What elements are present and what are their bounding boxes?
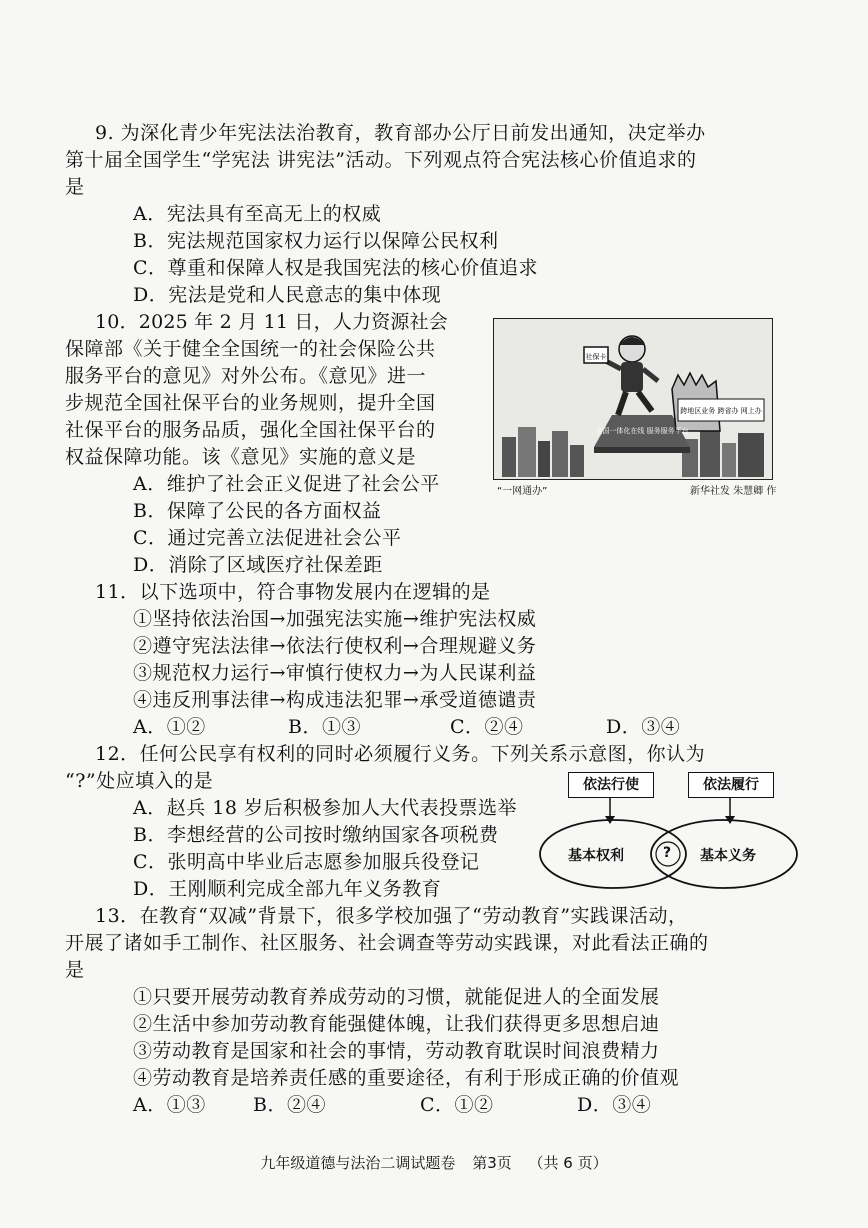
question-stem: 社保平台的服务品质，强化全国社保平台的 [65, 419, 436, 441]
cartoon-drawing [494, 319, 772, 479]
statement-2: ②生活中参加劳动教育能强健体魄，让我们获得更多思想启迪 [133, 1013, 660, 1035]
cartoon-illustration [493, 318, 773, 480]
question-stem: 11．以下选项中，符合事物发展内在逻辑的是 [95, 581, 491, 603]
question-stem: 权益保障功能。该《意见》实施的意义是 [65, 446, 417, 468]
question-stem: 是 [65, 959, 85, 981]
option-b: B．保障了公民的各方面权益 [133, 500, 382, 522]
cartoon-caption-credit: 新华社发 朱慧卿 作 [690, 486, 777, 497]
svg-text:社保卡: 社保卡 [585, 353, 607, 361]
cartoon-caption-title: “一网通办” [497, 486, 548, 497]
exercise-lawfully-box: 依法行使 [568, 772, 654, 798]
choice-row [0, 1092, 868, 1118]
statement-1: ①坚持依法治国→加强宪法实施→维护宪法权威 [133, 608, 537, 630]
option-c: C．张明高中毕业后志愿参加服兵役登记 [133, 851, 480, 873]
question-stem: 13．在教育“双减”背景下，很多学校加强了“劳动教育”实践课活动， [95, 905, 688, 927]
question-stem: 是 [65, 176, 85, 198]
statement-2: ②遵守宪法法律→依法行使权利→合理规避义务 [133, 635, 537, 657]
question-stem: 开展了诸如手工制作、社区服务、社会调查等劳动实践课，对此看法正确的 [65, 932, 709, 954]
choice-b: B．②④ [253, 1094, 326, 1116]
option-c: C．尊重和保障人权是我国宪法的核心价值追求 [133, 257, 539, 279]
choice-d: D．③④ [606, 716, 681, 738]
option-d: D．宪法是党和人民意志的集中体现 [133, 284, 442, 306]
statement-4: ④违反刑事法律→构成违法犯罪→承受道德谴责 [133, 689, 537, 711]
question-stem: “?”处应填入的是 [65, 770, 214, 792]
choice-b: B．①③ [288, 716, 361, 738]
question-stem: 步规范全国社保平台的业务规则，提升全国 [65, 392, 436, 414]
choice-c: C．②④ [450, 716, 524, 738]
rights-duties-diagram [538, 768, 800, 910]
exam-title: 九年级道德与法治二调试题卷 [260, 1154, 456, 1172]
option-d: D．消除了区域医疗社保差距 [133, 554, 383, 576]
option-a: A．维护了社会正义促进了社会公平 [133, 473, 440, 495]
question-stem: 10．2025 年 2 月 11 日，人力资源社会 [95, 311, 448, 333]
statement-3: ③劳动教育是国家和社会的事情，劳动教育耽误时间浪费精力 [133, 1040, 660, 1062]
option-b: B．宪法规范国家权力运行以保障公民权利 [133, 230, 499, 252]
choice-c: C．①② [420, 1094, 494, 1116]
question-stem: 保障部《关于健全全国统一的社会保险公共 [65, 338, 436, 360]
svg-text:跨地区业务 跨省办 网上办: 跨地区业务 跨省办 网上办 [680, 407, 762, 415]
option-c: C．通过完善立法促进社会公平 [133, 527, 402, 549]
question-stem: 服务平台的意见》对外公布。《意见》进一 [65, 365, 427, 387]
basic-duties-label: 基本义务 [700, 848, 756, 864]
fulfill-lawfully-box: 依法履行 [688, 772, 774, 798]
choice-a: A．①③ [133, 1094, 206, 1116]
question-stem: 12．任何公民享有权利的同时必须履行义务。下列关系示意图，你认为 [95, 743, 706, 765]
statement-3: ③规范权力运行→审慎行使权力→为人民谋利益 [133, 662, 537, 684]
question-mark-label: ? [663, 845, 672, 861]
choice-d: D．③④ [577, 1094, 652, 1116]
statement-1: ①只要开展劳动教育养成劳动的习惯，就能促进人的全面发展 [133, 986, 660, 1008]
question-stem: 第十届全国学生“学宪法 讲宪法”活动。下列观点符合宪法核心价值追求的 [65, 149, 697, 171]
page-footer [0, 1153, 868, 1173]
option-a: A．赵兵 18 岁后积极参加人大代表投票选举 [133, 797, 517, 819]
svg-text:全国一体化在线 服务服务平台: 全国一体化在线 服务服务平台 [595, 427, 689, 435]
choice-row [0, 714, 868, 740]
question-stem: 9. 为深化青少年宪法法治教育，教育部办公厅日前发出通知，决定举办 [95, 122, 706, 144]
option-a: A．宪法具有至高无上的权威 [133, 203, 382, 225]
option-d: D．王刚顺利完成全部九年义务教育 [133, 878, 442, 900]
page-number: 第3页 [472, 1154, 512, 1172]
option-b: B．李想经营的公司按时缴纳国家各项税费 [133, 824, 499, 846]
statement-4: ④劳动教育是培养责任感的重要途径，有利于形成正确的价值观 [133, 1067, 680, 1089]
basic-rights-label: 基本权利 [568, 848, 624, 864]
page-total: （共 6 页） [528, 1154, 608, 1172]
choice-a: A．①② [133, 716, 206, 738]
